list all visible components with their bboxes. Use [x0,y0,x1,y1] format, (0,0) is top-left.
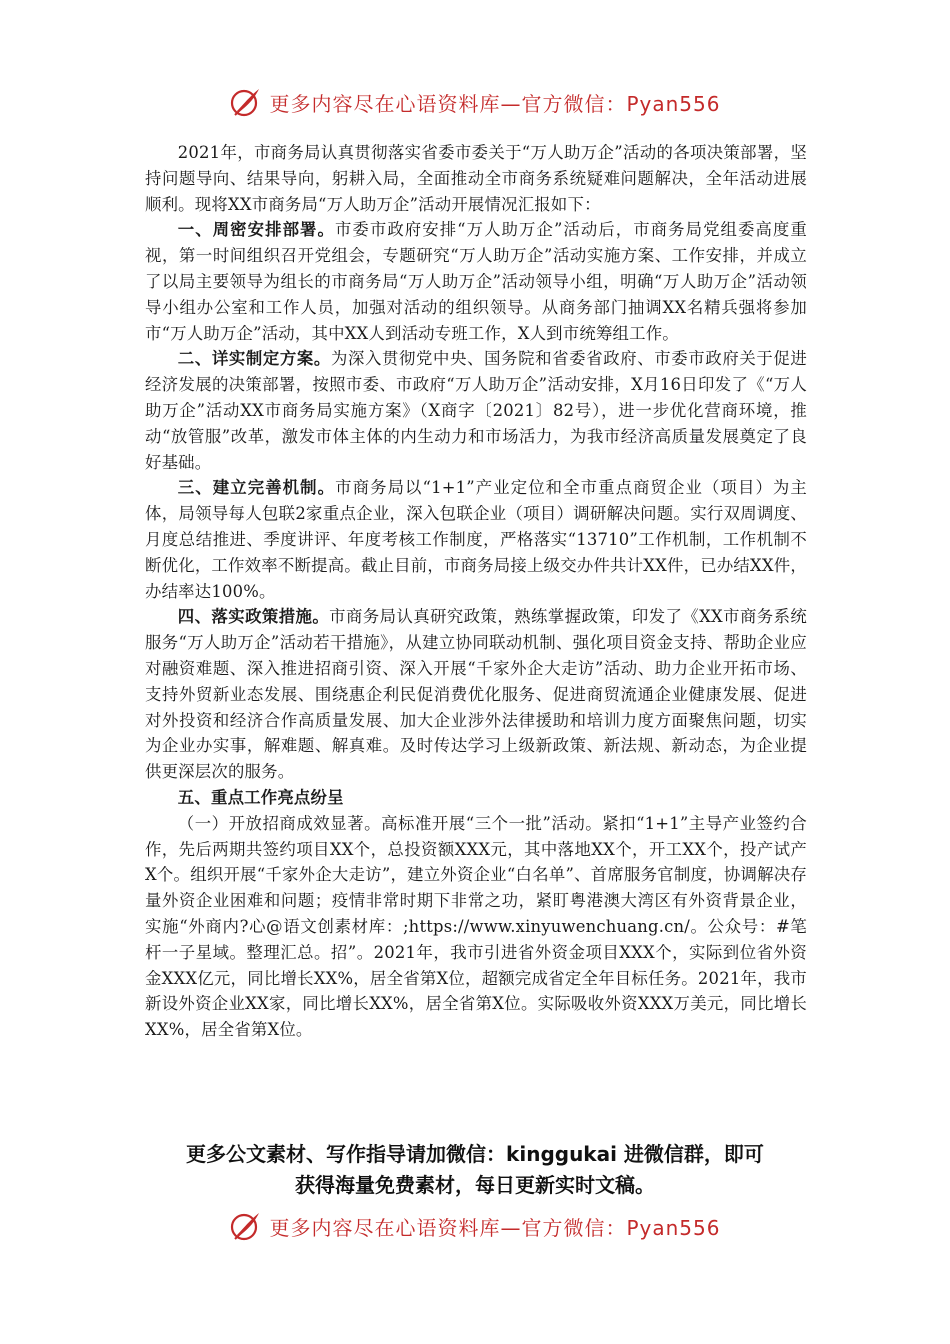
section-2-text: 为深入贯彻党中央、国务院和省委省政府、市委市政府关于促进经济发展的决策部署，按照市委、市政府“万人助万企”活动安排，X月16日印发了《“万人助万企”活动XX市商务局实施方案》（X商字〔2021〕82号），进一步优化营商环境，推动“放管服”改革，激发市体主体的内生动力和市场活力，为我市经济高质量发展奠定了良好基础。 [145,349,807,472]
section-4-text: 市商务局认真研究政策，熟练掌握政策，印发了《XX市商务系统服务“万人助万企”活动若干措施》，从建立协同联动机制、强化项目资金支持、帮助企业应对融资难题、深入推进招商引资、深入开展“千家外企大走访”活动、助力企业开拓市场、支持外贸新业态发展、围绕惠企利民促消费优化服务、促进商贸流通企业健康发展、促进对外投资和经济合作高质量发展、加大企业涉外法律援助和培训力度方面聚焦问题，切实为企业办实事，解难题、解真难。及时传达学习上级新政策、新法规、新动态，为企业提供更深层次的服务。 [145,607,807,782]
section-3-text: 市商务局以“1+1”产业定位和全市重点商贸企业（项目）为主体，局领导每人包联2家重点企业，深入包联企业（项目）调研解决问题。实行双周调度、月度总结推进、季度讲评、年度考核工作制度，严格落实“13710”工作机制，工作机制不断优化，工作效率不断提高。截止目前，市商务局接上级交办件共计XX件，已办结XX件，办结率达100%。 [145,478,807,601]
section-4-heading: 四、落实政策措施。 [177,607,330,627]
section-1-text: 市委市政府安排“万人助万企”活动后，市商务局党组委高度重视，第一时间组织召开党组会，专题研究“万人助万企”活动实施方案、工作安排，并成立了以局主要领导为组长的市商务局“万人助万企”活动领导小组，明确“万人助万企”活动领导小组办公室和工作人员，加强对活动的组织领导。从商务部门抽调XX名精兵强将参加市“万人助万企”活动，其中XX人到活动专班工作，X人到市统筹组工作。 [145,220,807,343]
header-banner [0,82,950,122]
banner-text: 更多内容尽在心语资料库—官方微信：Pyan556 [269,91,721,116]
section-4-paragraph [145,604,807,785]
section-1-paragraph [145,217,807,346]
section-5-paragraph: （一）开放招商成效显著。高标准开展“三个一批”活动。紧扣“1+1”主导产业签约合作，先后两期共签约项目XX个，总投资额XXX元，其中落地XX个，开工XX个，投产试产X个。组织开展“千家外企大走访”，建立外资企业“白名单”、首席服务官制度，协调解决存量外资企业困难和问题；疫情非常时期下非常之功，紧盯粤港澳大湾区有外资背景企业，实施“外商内?心@语文创素材库：;https://www.xinyuwenchuang.cn/。公众号：#笔杆一子星域。整理汇总。招”。2021年，我市引进省外资金项目XXX个，实际到位省外资金XXX亿元，同比增长XX%，居全省第X位，超额完成省定全年目标任务。2021年，我市新设外资企业XX家，同比增长XX%，居全省第X位。实际吸收外资XXX万美元，同比增长XX%，居全省第X位。 [145,813,807,1040]
promo-notice [120,1139,830,1201]
banner-text: 更多内容尽在心语资料库—官方微信：Pyan556 [269,1215,721,1240]
promo-line-2: 获得海量免费素材，每日更新实时文稿。 [295,1173,655,1197]
section-2-heading: 二、详实制定方案。 [177,349,331,369]
intro-paragraph: 2021年，市商务局认真贯彻落实省委市委关于“万人助万企”活动的各项决策部署，坚持问题导向、结果导向，躬耕入局，全面推动全市商务系统疑难问题解决，全年活动进展顺利。现将XX市商务局“万人助万企”活动开展情况汇报如下： [145,143,807,214]
footer-banner [0,1206,950,1246]
promo-line-1: 更多公文素材、写作指导请加微信：kinggukai 进微信群，即可 [186,1142,764,1166]
section-5-heading: 五、重点工作亮点纷呈 [177,787,344,807]
section-3-heading: 三、建立完善机制。 [177,478,336,498]
section-1-heading: 一、周密安排部署。 [177,220,335,240]
document-body [145,140,807,1043]
pen-feather-logo-icon [229,85,263,119]
pen-feather-logo-icon [229,1209,263,1243]
section-3-paragraph [145,475,807,604]
section-2-paragraph [145,346,807,475]
